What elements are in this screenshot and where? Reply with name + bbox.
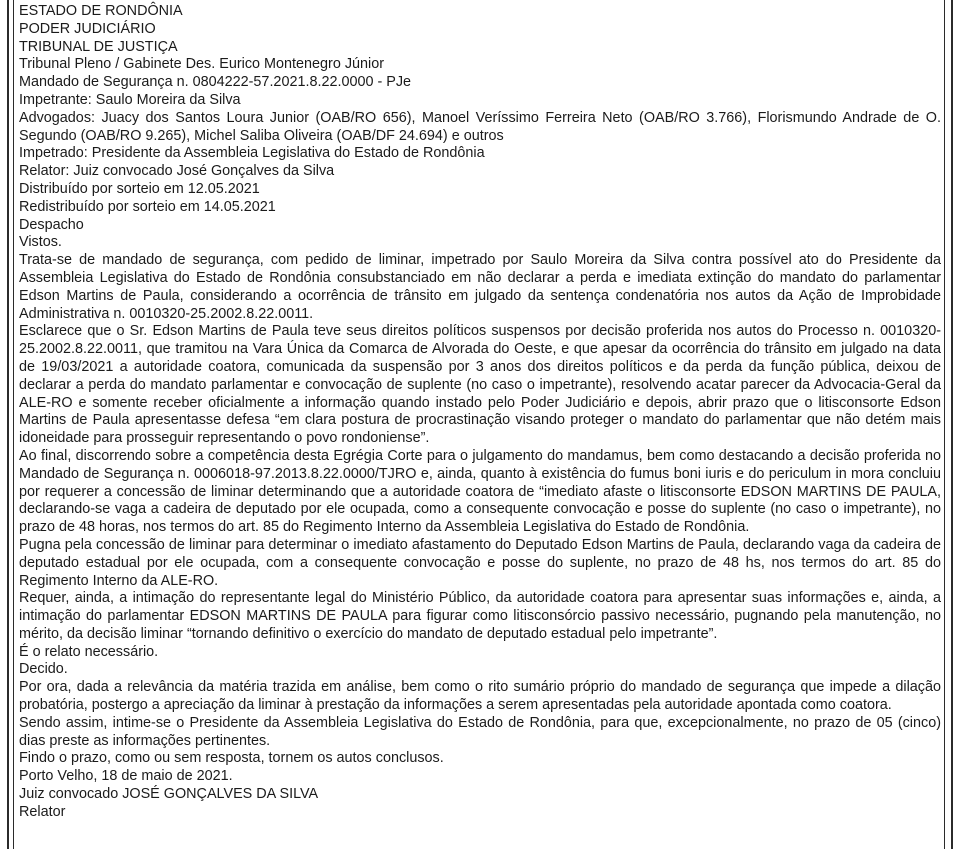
document-paragraph: Esclarece que o Sr. Edson Martins de Paula teve seus direitos políticos suspensos por decisão proferida nos autos do Processo n. 0010320-25.2002.8.22.0011, que tramitou na Vara Única da Comarca de Alvorada do Oeste, e que apesar da ocorrência do trânsito em julgado na data de 19/03/2021 a autoridade coatora, comunicada da suspensão por 3 anos dos direitos políticos e da perda da função pública, deixou de declarar a perda do mandato parlamentar e convocação de suplente (no caso o impetrante), resolvendo acatar parecer da Advocacia-Geral da ALE-RO e somente receber oficialmente a informação quando instado pelo Poder Judiciário e depois, abrir prazo que o litisconsorte Edson Martins de Paula apresentasse defesa “em clara postura de procrastinação visando proteger o mandato do parlamentar que não detém mais idoneidade para prosseguir representando o povo rondoniense”.	[19, 323, 941, 447]
document-content	[19, 3, 941, 822]
document-paragraph: Por ora, dada a relevância da matéria trazida em análise, bem como o rito sumário próprio do mandado de segurança que impede a dilação probatória, postergo a apreciação da liminar à prestação da informações a serem apresentadas pela autoridade apontada como coatora.	[19, 679, 941, 714]
document-paragraph: Mandado de Segurança n. 0804222-57.2021.8.22.0000 - PJe	[19, 74, 412, 91]
document-paragraph: Impetrado: Presidente da Assembleia Legislativa do Estado de Rondônia	[19, 145, 485, 162]
document-paragraph: Advogados: Juacy dos Santos Loura Junior (OAB/RO 656), Manoel Veríssimo Ferreira Neto (OAB/RO 3.766), Florismundo Andrade de O. Segundo (OAB/RO 9.265), Michel Saliba Oliveira (OAB/DF 24.694) e outros	[19, 109, 941, 144]
document-paragraph: Redistribuído por sorteio em 14.05.2021	[19, 198, 276, 215]
document-paragraph: Despacho	[19, 216, 84, 233]
document-paragraph: Vistos.	[19, 234, 62, 251]
document-paragraph: Sendo assim, intime-se o Presidente da Assembleia Legislativa do Estado de Rondônia, para que, excepcionalmente, no prazo de 05 (cinco) dias preste as informações pertinentes.	[19, 714, 941, 749]
page-left-inner-border-line	[13, 0, 14, 849]
document-paragraph: PODER JUDICIÁRIO	[19, 20, 156, 37]
document-paragraph: Distribuído por sorteio em 12.05.2021	[19, 180, 260, 197]
document-paragraph: ESTADO DE RONDÔNIA	[19, 3, 183, 19]
document-paragraph: Porto Velho, 18 de maio de 2021.	[19, 768, 233, 785]
page-left-outer-border-line	[7, 0, 9, 849]
document-paragraph: Findo o prazo, como ou sem resposta, tornem os autos conclusos.	[19, 750, 444, 767]
document-paragraph: É o relato necessário.	[19, 643, 159, 660]
document-paragraph: Ao final, discorrendo sobre a competência desta Egrégia Corte para o julgamento do mandamus, bem como destacando a decisão proferida no Mandado de Segurança n. 0006018-97.2013.8.22.0000/TJRO e, ainda, quanto à existência do fumus boni iuris e do periculum in mora concluiu por requerer a concessão de liminar determinando que a autoridade coatora de “imediato afaste o litisconsorte EDSON MARTINS DE PAULA, declarando-se vaga a cadeira de deputado por ele ocupada, como a consequente convocação e posse do suplente (no caso o impetrante), no prazo de 48 horas, nos termos do art. 85 do Regimento Interno da Assembleia Legislativa do Estado de Rondônia.	[19, 447, 941, 536]
document-paragraph: Juiz convocado JOSÉ GONÇALVES DA SILVA	[19, 786, 319, 803]
document-paragraph: TRIBUNAL DE JUSTIÇA	[19, 38, 178, 55]
document-paragraph: Tribunal Pleno / Gabinete Des. Eurico Montenegro Júnior	[19, 56, 385, 73]
document-paragraph: Trata-se de mandado de segurança, com pedido de liminar, impetrado por Saulo Moreira da Silva contra possível ato do Presidente da Assembleia Legislativa do Estado de Rondônia consubstanciado em não declarar a perda e imediata extinção do mandato do parlamentar Edson Martins de Paula, considerando a ocorrência de trânsito em julgado da sentença condenatória nos autos da Ação de Improbidade Administrativa n. 0010320-25.2002.8.22.0011.	[19, 252, 941, 322]
page-right-outer-border-line	[951, 0, 953, 849]
document-paragraph: Impetrante: Saulo Moreira da Silva	[19, 91, 241, 108]
document-paragraph: Pugna pela concessão de liminar para determinar o imediato afastamento do Deputado Edson Martins de Paula, declarando vaga da cadeira de deputado estadual por ele ocupada, com a consequente convocação e posse do suplente, no prazo de 48 hs, nos termos do art. 85 do Regimento Interno da ALE-RO.	[19, 536, 941, 589]
document-paragraph: Decido.	[19, 661, 68, 678]
document-paragraph: Relator: Juiz convocado José Gonçalves da Silva	[19, 163, 335, 180]
page-right-inner-border-line	[944, 0, 945, 849]
document-paragraph: Requer, ainda, a intimação do representante legal do Ministério Público, da autoridade coatora para apresentar suas informações e, ainda, a intimação do parlamentar EDSON MARTINS DE PAULA para figurar como litisconsórcio passivo necessário, pugnando pela manutenção, no mérito, da decisão liminar “tornando definitivo o exercício do mandato de deputado estadual pelo impetrante”.	[19, 590, 941, 642]
document-paragraph: Relator	[19, 803, 66, 820]
